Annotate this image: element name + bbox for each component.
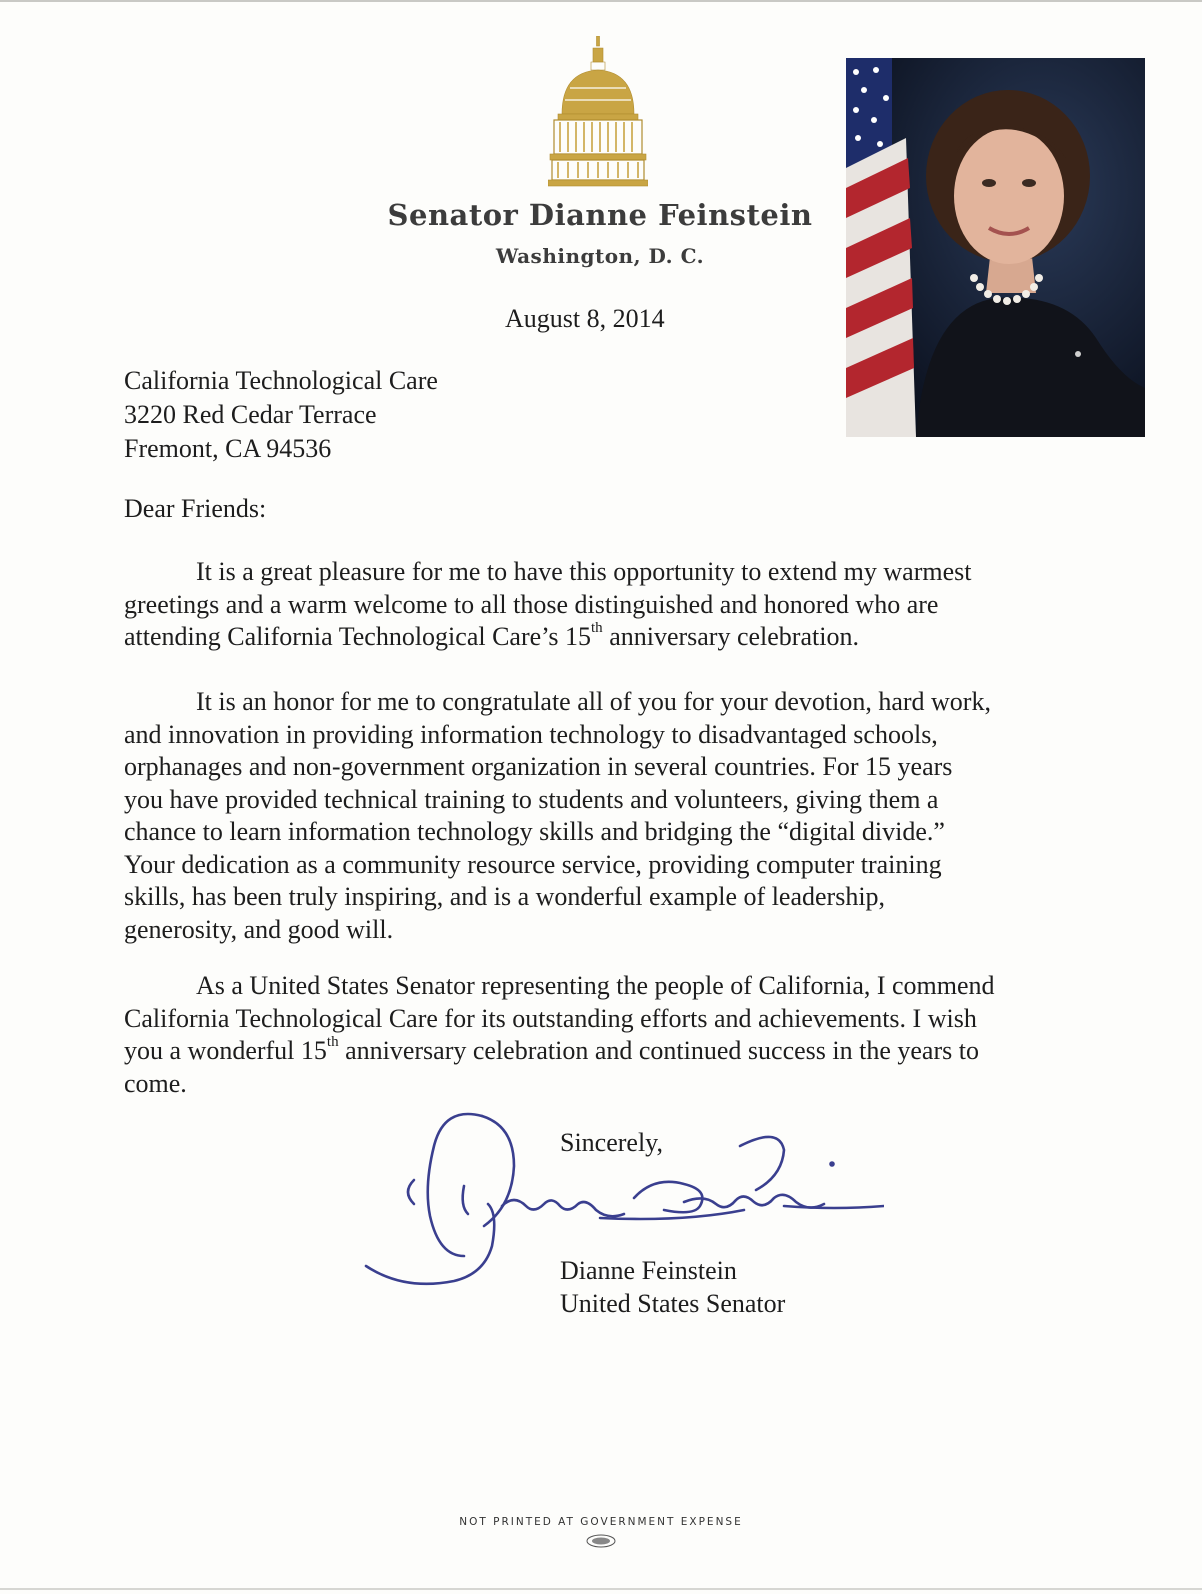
ordinal-suffix: th: [591, 620, 603, 637]
paragraph-line: greetings and a warm welcome to all those distinguished and honored who are: [124, 589, 939, 619]
page-edge-bottom: [0, 1588, 1202, 1590]
paragraph-line: [124, 1035, 1080, 1068]
footer-disclaimer: NOT PRINTED AT GOVERNMENT EXPENSE: [459, 1516, 743, 1528]
signer-name: Dianne Feinstein: [560, 1256, 737, 1285]
text-fragment: anniversary celebration.: [602, 622, 859, 651]
paragraph-line: you have provided technical training to students and volunteers, giving them a: [124, 784, 939, 814]
paragraph-line: California Technological Care for its outstanding efforts and achievements. I wish: [124, 1003, 977, 1033]
recipient-line: California Technological Care: [124, 366, 438, 395]
paragraph-line: chance to learn information technology skills and bridging the “digital divide.”: [124, 817, 945, 846]
letterhead-name: Senator Dianne Feinstein: [387, 198, 813, 232]
paragraph-line: come.: [124, 1068, 187, 1098]
recipient-line: Fremont, CA 94536: [124, 434, 332, 463]
text-fragment: anniversary celebration and continued success in the years to: [338, 1036, 979, 1065]
recipient-address: [124, 364, 438, 466]
capitol-dome-icon: [548, 36, 648, 188]
text-fragment: you a wonderful 15: [124, 1036, 327, 1065]
body-paragraph: [124, 556, 1080, 654]
union-label-icon: [586, 1534, 616, 1548]
salutation: Dear Friends:: [124, 494, 267, 523]
body-paragraph: [124, 970, 1080, 1100]
paragraph-line: [124, 621, 1080, 654]
paragraph-line: It is an honor for me to congratulate all of you for your devotion, hard work,: [196, 687, 991, 716]
paragraph-line: generosity, and good will.: [124, 914, 394, 944]
portrait-image: [846, 58, 1145, 437]
recipient-line: 3220 Red Cedar Terrace: [124, 400, 377, 429]
paragraph-line: As a United States Senator representing the people of California, I commend: [196, 971, 995, 1000]
body-paragraph: [124, 686, 1080, 946]
ordinal-suffix: th: [326, 1034, 339, 1051]
page-edge-top: [0, 0, 1202, 2]
paragraph-line: skills, has been truly inspiring, and is a wonderful example of leadership,: [124, 882, 886, 911]
paragraph-line: and innovation in providing information technology to disadvantaged schools,: [124, 719, 938, 749]
closing: Sincerely,: [560, 1128, 663, 1157]
portrait-photo: [846, 58, 1145, 437]
paragraph-line: Your dedication as a community resource service, providing computer training: [124, 849, 942, 879]
text-fragment: attending California Technological Care’s 15: [124, 622, 592, 651]
paragraph-line: It is a great pleasure for me to have this opportunity to extend my warmest: [196, 557, 972, 586]
letterhead-city: Washington, D. C.: [495, 244, 705, 268]
paragraph-line: orphanages and non-government organization in several countries. For 15 years: [124, 752, 953, 781]
signer-title: United States Senator: [560, 1289, 786, 1318]
letter-date: August 8, 2014: [505, 304, 665, 333]
